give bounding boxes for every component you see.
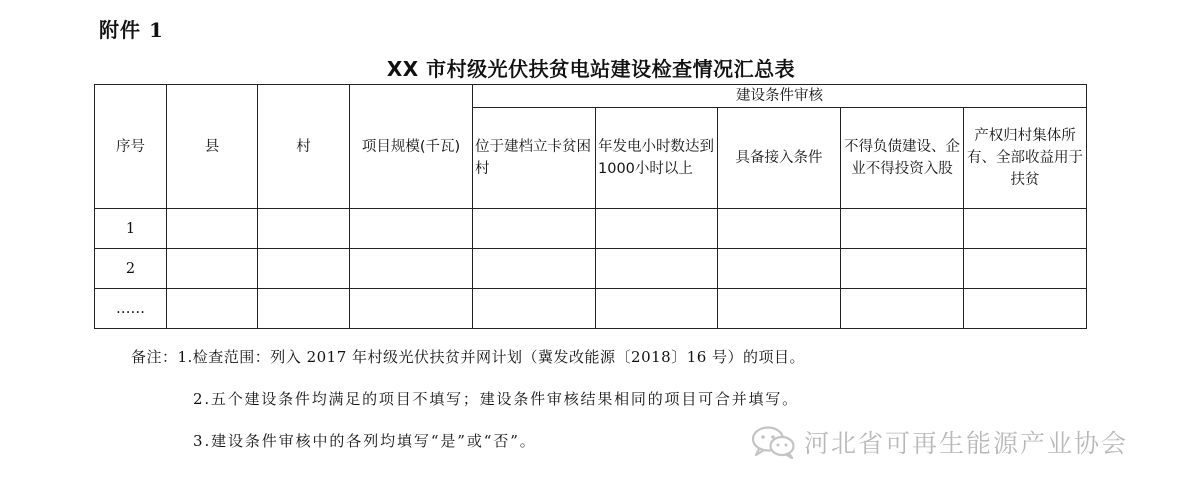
table-row bbox=[95, 209, 1087, 249]
header-county: 县 bbox=[167, 85, 258, 209]
note-2: 2.五个建设条件均满足的项目不填写；建设条件审核结果相同的项目可合并填写。 bbox=[193, 390, 799, 408]
note-1: 备注：1.检查范围：列入 2017 年村级光伏扶贫并网计划（冀发改能源〔2018〕16 号）的项目。 bbox=[131, 348, 806, 366]
attachment-label: 附件 1 bbox=[99, 18, 164, 42]
wechat-icon bbox=[750, 425, 796, 459]
page-title: XX 市村级光伏扶贫电站建设检查情况汇总表 bbox=[386, 57, 796, 81]
header-review-col-4: 不得负债建设、企业不得投资入股 bbox=[841, 108, 964, 209]
header-review-col-2: 年发电小时数达到1000小时以上 bbox=[596, 108, 718, 209]
note-3: 3.建设条件审核中的各列均填写“是”或“否”。 bbox=[193, 432, 537, 450]
table-row bbox=[95, 289, 1087, 329]
header-village: 村 bbox=[258, 85, 350, 209]
header-scale: 项目规模(千瓦) bbox=[350, 85, 473, 209]
row-seq: …… bbox=[95, 289, 167, 329]
header-review-col-3: 具备接入条件 bbox=[718, 108, 841, 209]
watermark-text: 河北省可再生能源产业协会 bbox=[804, 429, 1129, 458]
row-seq: 1 bbox=[95, 209, 167, 249]
summary-table bbox=[94, 84, 1087, 329]
table-row bbox=[95, 249, 1087, 289]
watermark bbox=[750, 424, 1128, 460]
header-seq: 序号 bbox=[95, 85, 167, 209]
header-review-group: 建设条件审核 bbox=[473, 85, 1087, 108]
header-review-col-5: 产权归村集体所有、全部收益用于扶贫 bbox=[964, 108, 1087, 209]
row-seq: 2 bbox=[95, 249, 167, 289]
header-review-col-1: 位于建档立卡贫困村 bbox=[473, 108, 596, 209]
